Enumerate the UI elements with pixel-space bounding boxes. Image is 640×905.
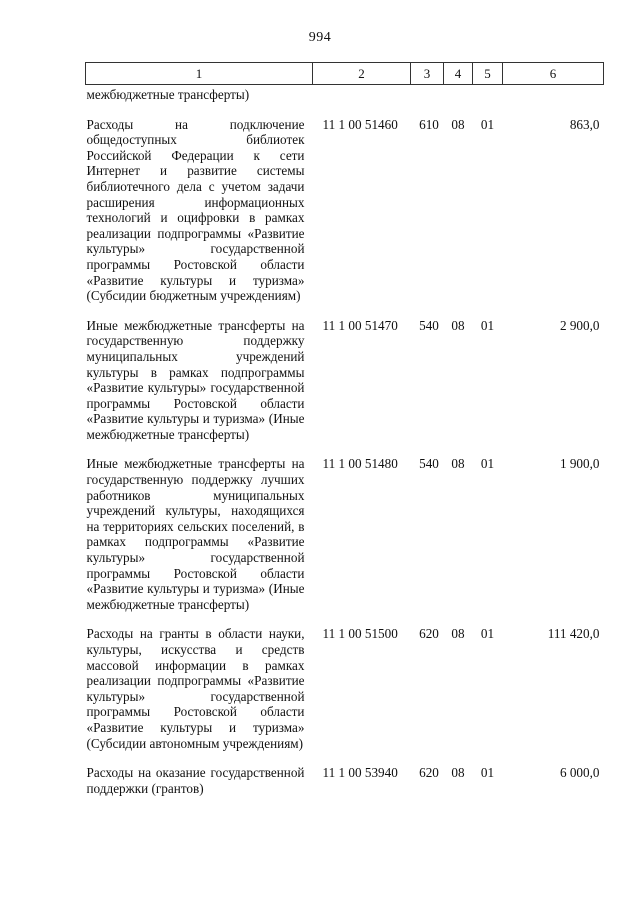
row-amount: 111 420,0: [547, 626, 600, 642]
continuation-text: межбюджетные трансферты): [86, 87, 250, 102]
row-description: Иные межбюджетные трансферты на государственную поддержку лучших работников муниципальных учреждений культуры, находящихся на территориях сельских поселений, в рамках подпрограммы «Развитие культуры» государственной программы Ростовской области «Развитие культуры и туризма» (Иные межбюджетные трансферты): [86, 456, 305, 612]
row-section: 08: [451, 765, 465, 781]
table-row: [86, 442, 604, 612]
row-target-code: 11 1 00 51460: [322, 116, 398, 132]
table-row: [86, 103, 604, 304]
row-description: Иные межбюджетные трансферты на государственную поддержку муниципальных учреждений культуры в рамках подпрограммы «Развитие культуры» государственной программы Ростовской области «Развитие культуры и туризма» (Иные межбюджетные трансферты): [86, 317, 305, 442]
row-target-code: 11 1 00 53940: [322, 765, 398, 781]
page-number: 994: [308, 30, 332, 45]
row-subsection: 01: [480, 317, 495, 333]
row-target-code: 11 1 00 51480: [322, 456, 398, 472]
table-row: [86, 751, 604, 796]
budget-table: [85, 62, 604, 796]
row-subsection: 01: [480, 116, 495, 132]
row-amount: 863,0: [569, 116, 600, 132]
row-subsection: 01: [480, 765, 495, 781]
column-header: 6: [503, 63, 604, 85]
row-section: 08: [451, 317, 465, 333]
row-target-code: 11 1 00 51470: [322, 317, 398, 333]
row-expense-type: 610: [419, 116, 439, 132]
row-description: Расходы на подключение общедоступных библиотек Российской Федерации к сети Интернет и развитие системы библиотечного дела с учетом задачи расширения информационных технологий и оцифровки в рамках реализации подпрограммы «Развитие культуры» государственной программы Ростовской области «Развитие культуры и туризма» (Субсидии бюджетным учреждениям): [86, 116, 305, 304]
row-section: 08: [451, 116, 465, 132]
column-header: 2: [313, 63, 411, 85]
row-subsection: 01: [480, 456, 495, 472]
column-header: 3: [411, 63, 444, 85]
table-row: [86, 304, 604, 443]
column-header: 4: [444, 63, 473, 85]
row-description: Расходы на оказание государственной поддержки (грантов): [86, 765, 305, 796]
column-header: 1: [86, 63, 313, 85]
row-expense-type: 620: [419, 626, 439, 642]
row-expense-type: 620: [419, 765, 439, 781]
row-amount: 2 900,0: [559, 317, 600, 333]
row-target-code: 11 1 00 51500: [322, 626, 398, 642]
row-description: Расходы на гранты в области науки, культуры, искусства и средств массовой информации в рамках реализации подпрограммы «Развитие культуры» государственной программы Ростовской области «Развитие культуры и туризма» (Субсидии автономным учреждениям): [86, 626, 305, 751]
row-expense-type: 540: [419, 317, 439, 333]
row-section: 08: [451, 626, 465, 642]
column-header: 5: [473, 63, 503, 85]
row-subsection: 01: [480, 626, 495, 642]
row-section: 08: [451, 456, 465, 472]
continuation-row: [86, 85, 604, 103]
table-header-row: [86, 63, 604, 85]
row-amount: 1 900,0: [559, 456, 600, 472]
row-amount: 6 000,0: [559, 765, 600, 781]
table-row: [86, 612, 604, 751]
row-expense-type: 540: [419, 456, 439, 472]
